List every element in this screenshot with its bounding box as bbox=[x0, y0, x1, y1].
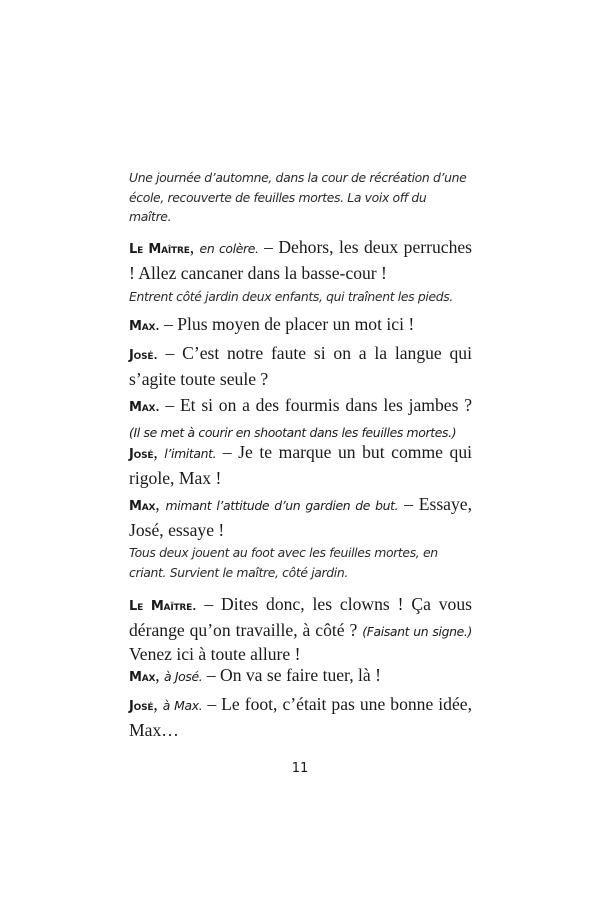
speech-text: Dehors, les deux perruches ! Allez cancaner dans la basse-cour ! bbox=[129, 237, 473, 283]
speaker-name: José bbox=[129, 447, 154, 462]
stage-direction bbox=[129, 543, 472, 582]
separator: . – bbox=[155, 314, 178, 334]
stage-direction-text: Entrent côté jardin deux enfants, qui traînent les pieds. bbox=[129, 289, 453, 304]
stage-direction bbox=[129, 168, 472, 227]
dialogue-line bbox=[129, 693, 472, 742]
dialogue-line bbox=[129, 493, 472, 542]
speaker-name: Le Maître bbox=[129, 599, 193, 614]
dialogue-line bbox=[129, 236, 472, 285]
stage-direction-text: Une journée d’automne, dans la cour de récréation d’une école, recouverte de feuilles mortes. La voix off du maître. bbox=[129, 170, 467, 224]
dialogue-line bbox=[129, 342, 472, 391]
separator: – bbox=[202, 694, 222, 714]
stage-direction bbox=[129, 287, 472, 307]
page-number: 11 bbox=[291, 761, 309, 776]
separator: , bbox=[155, 494, 166, 514]
separator: – bbox=[202, 665, 220, 685]
speaker-direction: à José. bbox=[164, 669, 203, 684]
separator: , bbox=[153, 442, 165, 462]
separator: . – bbox=[192, 594, 222, 614]
speaker-name: Max bbox=[129, 319, 156, 334]
speech-text: C’est notre faute si on a la langue qui s’agite toute seule ? bbox=[129, 343, 472, 389]
dialogue-line bbox=[129, 441, 472, 490]
speech-text: Essaye, José, essaye ! bbox=[129, 494, 472, 540]
stage-direction-inline: (Il se met à courir en shootant dans les feuilles mortes.) bbox=[129, 424, 457, 440]
speaker-name: Le Maître bbox=[129, 242, 190, 257]
separator: . – bbox=[153, 343, 183, 363]
speaker-direction: à Max. bbox=[162, 698, 203, 713]
dialogue-line bbox=[129, 313, 472, 339]
speech-text: Dites donc, les clowns ! Ça vous dérange qu’on travaille, à côté ? bbox=[129, 594, 472, 640]
speech-text: Venez ici à toute allure ! bbox=[129, 644, 301, 664]
speaker-direction: mimant l’attitude d’un gardien de but. bbox=[165, 498, 399, 513]
speech-text: Le foot, c’était pas une bonne idée, Max… bbox=[129, 694, 472, 740]
separator: – bbox=[258, 237, 279, 257]
separator: – bbox=[216, 442, 239, 462]
speaker-direction: l’imitant. bbox=[164, 446, 217, 461]
speaker-name: José bbox=[129, 699, 154, 714]
speaker-name: Max bbox=[129, 670, 156, 685]
speaker-direction: en colère. bbox=[199, 241, 259, 256]
speech-text: Et si on a des fourmis dans les jambes ? bbox=[179, 395, 472, 415]
speech-text: Plus moyen de placer un mot ici ! bbox=[177, 314, 415, 334]
dialogue-line bbox=[129, 394, 472, 444]
speech-text: On va se faire tuer, là ! bbox=[219, 665, 381, 685]
speaker-name: Max bbox=[129, 400, 156, 415]
speech-text: Je te marque un but comme qui rigole, Max ! bbox=[129, 442, 473, 488]
speaker-name: Max bbox=[129, 499, 156, 514]
dialogue-line bbox=[129, 664, 472, 690]
dialogue-line bbox=[129, 593, 472, 667]
separator: – bbox=[398, 494, 419, 514]
speaker-name: José bbox=[129, 348, 154, 363]
stage-direction-text: Tous deux jouent au foot avec les feuilles mortes, en criant. Survient le maître, côté jardin. bbox=[129, 545, 438, 580]
separator: , bbox=[153, 694, 163, 714]
separator: . – bbox=[155, 395, 180, 415]
separator: , bbox=[189, 237, 200, 257]
stage-direction-inline: (Faisant un signe.) bbox=[362, 623, 472, 639]
separator: , bbox=[155, 665, 165, 685]
